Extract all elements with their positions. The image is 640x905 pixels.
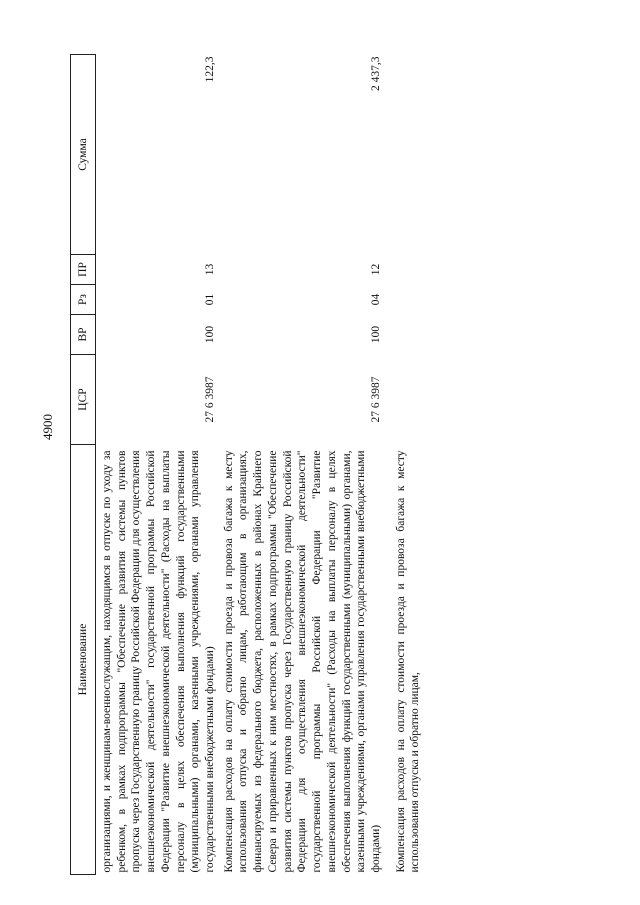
header-csr: ЦСР [71,355,96,445]
row-pr: 12 [369,263,382,276]
header-sum: Сумма [71,55,96,255]
row-name: Компенсация расходов на оплату стоимости проезда и провоза багажа к месту использования отпуска и обратно лицам, работающим в организациях, финансируемых из федерального бюджета, расположенных в районах Крайнего Севера и приравненных к ним местностях, в рамках подпрограммы "Обеспечение развития системы пунктов пропуска через Государственную границу Российской Федерации для осуществления внешнеэкономической деятельности" государственной программы Российской Федерации "Развитие внешнеэкономической деятельности" (Расходы на выплаты персоналу в целях обеспечения выполнения функций государственными (муниципальными) органами, казенными учреждениями, органами управления государственными внебюджетными фондами) [222,450,382,873]
table-row [390,55,423,875]
row-pr [390,255,423,285]
table-row [96,55,218,875]
row-name: организациями, и женщинам-военнослужащим, находящимся в отпуске по уходу за ребенком, в рамках подпрограммы "Обеспечение развития системы пунктов пропуска через Государственную границу Российской Федерации для осуществления внешнеэкономической деятельности" государственной программы Российской Федерации "Развитие внешнеэкономической деятельности" (Расходы на выплаты персоналу в целях обеспечения выполнения функций государственными (муниципальными) органами, казенными учреждениями, органами управления государственными внебюджетными фондами) [101,450,217,873]
row-vr: 100 [204,325,217,344]
row-csr [390,355,423,445]
header-rz: Рз [71,285,96,315]
row-vr [390,315,423,355]
row-vr: 100 [369,325,382,344]
table-row [218,55,390,875]
row-rz: 01 [204,293,217,306]
header-name: Наименование [71,445,96,875]
page-number: 4900 [40,414,55,440]
row-csr: 27 6 3987 [369,376,382,423]
row-sum: 122,3 [204,56,217,83]
row-pr: 13 [204,263,217,276]
row-sum: 2 437,3 [369,56,382,91]
row-name: Компенсация расходов на оплату стоимости проезда и провоза багажа к месту использования отпуска и обратно лицам, [394,450,422,873]
row-csr: 27 6 3987 [204,376,217,423]
header-vr: ВР [71,315,96,355]
budget-table-rotated [70,55,625,875]
row-sum [390,55,423,255]
header-pr: ПР [71,255,96,285]
row-rz: 04 [369,293,382,306]
budget-table [70,54,423,875]
row-rz [390,285,423,315]
table-header-row [71,55,96,875]
